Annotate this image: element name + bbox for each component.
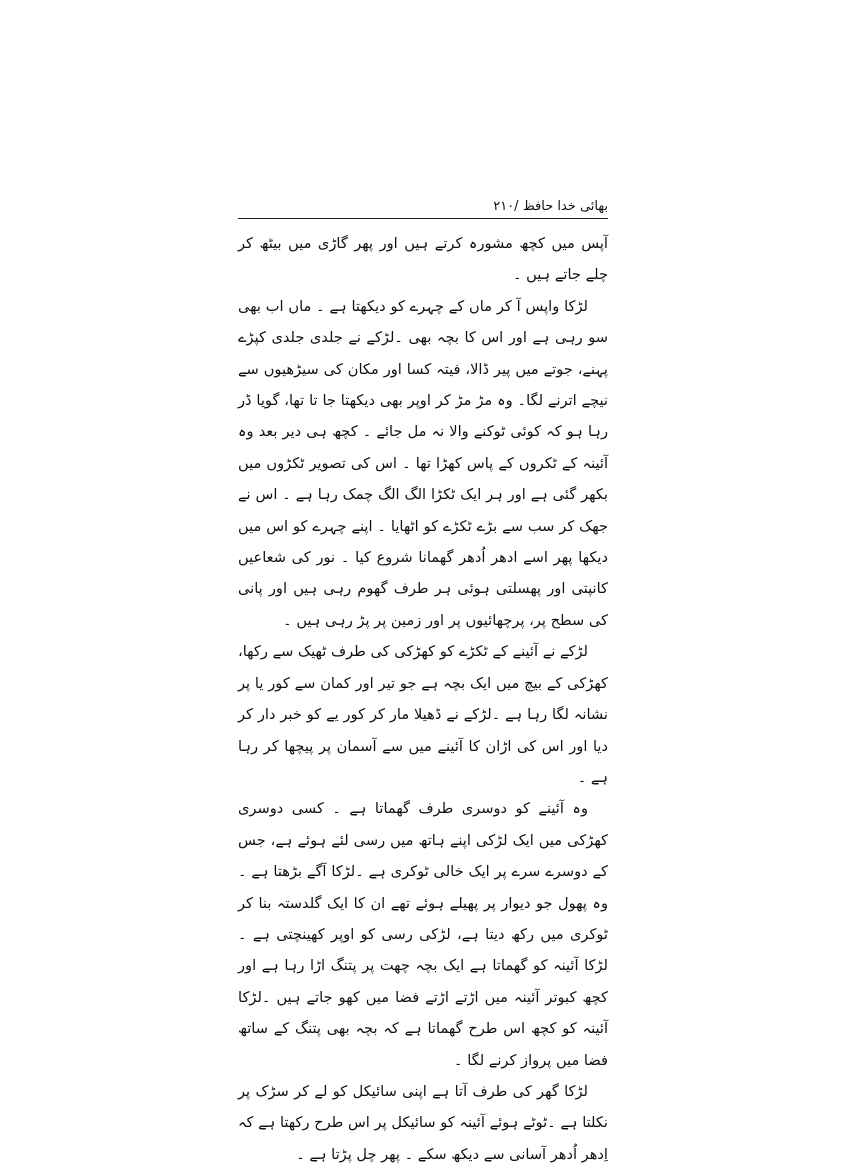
paragraph-3: لڑکے نے آئینے کے ٹکڑے کو کھڑکی کی طرف ٹھیک سے رکھا، کھڑکی کے بیچ میں ایک بچہ ہے جو تیر اور کمان سے کور یا پر نشانہ لگا رہا ہے ۔لڑکے نے ڈھیلا مار کر کور یے کو خبر دار کر دیا اور اس کی اڑان کا آئینے میں سے آسمان پر پیچھا کر رہا ہے ۔ (238, 643, 608, 786)
paragraph-4: وہ آئینے کو دوسری طرف گھماتا ہے ۔ کسی دوسری کھڑکی میں ایک لڑکی اپنے ہاتھ میں رسی لئے ہوئے ہے، جس کے دوسرے سرے پر ایک خالی ٹوکری ہے ۔لڑکا آگے بڑھتا ہے ۔ وہ پھول جو دیوار پر پھیلے ہوئے تھے ان کا ایک گلدستہ بنا کر ٹوکری میں رکھ دیتا ہے، لڑکی رسی کو اوپر کھینچتی ہے ۔لڑکا آئینہ کو گھماتا ہے ایک بچہ چھت پر پتنگ اڑا رہا ہے اور کچھ کبوتر آئینہ میں اڑتے اڑتے فضا میں کھو جاتے ہیں ۔لڑکا آئینہ کو کچھ اس طرح گھماتا ہے کہ بچہ بھی پتنگ کے ساتھ فضا میں پرواز کرنے لگا ۔ (238, 800, 608, 1069)
paragraph-1: آپس میں کچھ مشورہ کرتے ہیں اور پھر گاڑی میں بیٹھ کر چلے جاتے ہیں ۔ (238, 235, 608, 284)
body-text (238, 228, 608, 1170)
paragraph-5: لڑکا گھر کی طرف آتا ہے اپنی سائیکل کو لے کر سڑک پر نکلتا ہے ۔ٹوٹے ہوئے آئینہ کو سائیکل پر اس طرح رکھتا ہے کہ اِدھر اُدھر آسانی سے دیکھ سکے ۔ پھر چل پڑتا ہے ۔ (238, 1082, 608, 1163)
running-head: ۲۱۰/ بھائی خدا حافظ (493, 199, 608, 214)
paragraph-2: لڑکا واپس آ کر ماں کے چہرے کو دیکھتا ہے ۔ ماں اب بھی سو رہی ہے اور اس کا بچہ بھی ۔لڑکے نے جلدی جلدی کپڑے پہنے، جوتے میں پیر ڈالا، فیتہ کسا اور مکان کی سیڑھیوں سے نیچے اترنے لگا۔ وہ مڑ مڑ کر اوپر بھی دیکھتا جا تا تھا، گویا ڈر رہا ہو کہ کوئی ٹوکنے والا نہ مل جائے ۔ کچھ ہی دیر بعد وہ آئینہ کے ٹکروں کے پاس کھڑا تھا ۔ اس کی تصویر ٹکڑوں میں بکھر گئی ہے اور ہر ایک ٹکڑا الگ الگ چمک رہا ہے ۔ اس نے جھک کر سب سے بڑے ٹکڑے کو اٹھایا ۔ اپنے چہرے کو اس میں دیکھا پھر اسے ادھر اُدھر گھمانا شروع کیا ۔ نور کی شعاعیں کانپتی اور پھسلتی ہوئی ہر طرف گھوم رہی ہیں اور پانی کی سطح پر، پرچھائیوں پر اور زمین پر پڑ رہی ہیں ۔ (238, 297, 608, 629)
header-rule (238, 218, 608, 219)
